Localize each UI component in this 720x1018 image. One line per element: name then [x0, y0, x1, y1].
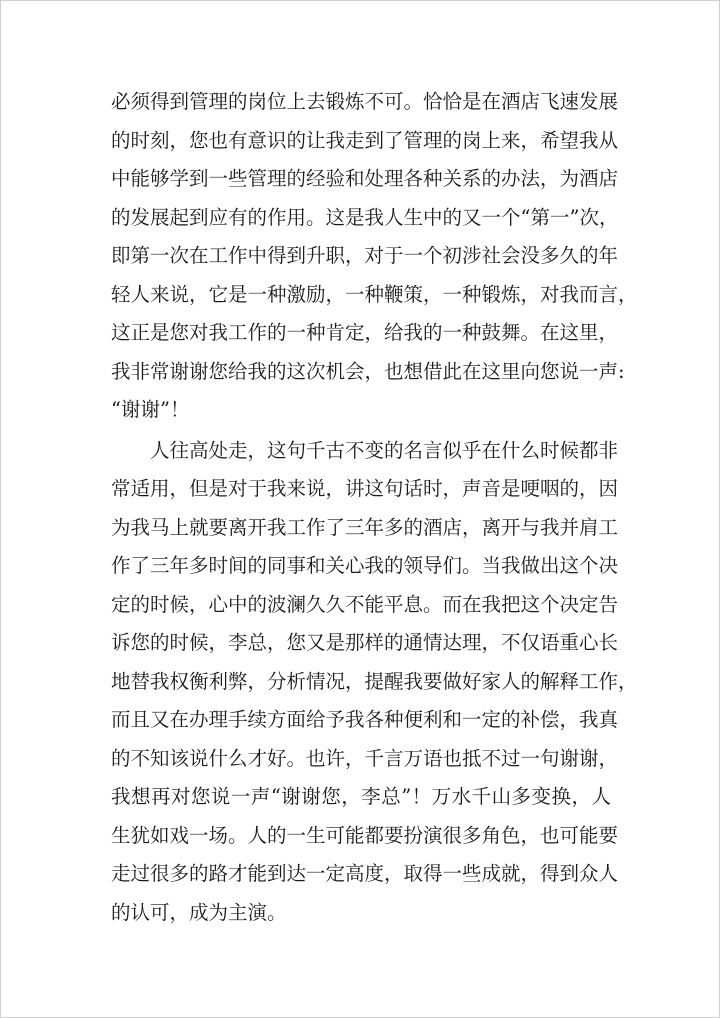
- paragraph-line: 即第一次在工作中得到升职，对于一个初涉社会没多久的年: [111, 244, 619, 267]
- paragraph-line: 定的时候，心中的波澜久久不能平息。而在我把这个决定告: [111, 592, 619, 616]
- paragraph-line: 的不知该说什么才好。也许，千言万语也抵不过一句谢谢，: [111, 746, 619, 770]
- paragraph-line: 常适用，但是对于我来说，讲这句话时，声音是哽咽的，因: [111, 477, 619, 500]
- paragraph-line: 必须得到管理的岗位上去锻炼不可。恰恰是在酒店飞速发展: [111, 90, 619, 113]
- paragraph-line: 轻人来说，它是一种激励，一种鞭策，一种锻炼，对我而言，: [111, 282, 638, 306]
- paragraph-line: 地替我权衡利弊，分析情况，提醒我要做好家人的解释工作，: [111, 669, 638, 693]
- paragraph-line: “谢谢”！: [111, 398, 190, 421]
- paragraph-line: 而且又在办理手续方面给予我各种便利和一定的补偿，我真: [111, 708, 619, 731]
- paragraph-line: 人往高处走，这句千古不变的名言似乎在什么时候都非: [150, 438, 619, 462]
- paragraph-line: 我非常谢谢您给我的这次机会，也想借此在这里向您说一声:: [111, 359, 625, 383]
- paragraph-line: 作了三年多时间的同事和关心我的领导们。当我做出这个决: [111, 554, 619, 577]
- paragraph-2: [111, 432, 638, 933]
- paragraph-line: 为我马上就要离开我工作了三年多的酒店，离开与我并肩工: [111, 515, 619, 539]
- paragraph-line: 诉您的时候，李总，您又是那样的通情达理，不仅语重心长: [111, 631, 619, 654]
- paragraph-1: [111, 83, 638, 430]
- paragraph-line: 的时刻，您也有意识的让我走到了管理的岗上来，希望我从: [111, 128, 619, 152]
- paragraph-line: 这正是您对我工作的一种肯定，给我的一种鼓舞。在这里，: [111, 321, 619, 344]
- paragraph-line: 生犹如戏一场。人的一生可能都要扮演很多角色，也可能要: [111, 823, 619, 847]
- paragraph-line: 中能够学到一些管理的经验和处理各种关系的办法，为酒店: [111, 167, 619, 190]
- paragraph-line: 走过很多的路才能到达一定高度，取得一些成就，得到众人: [111, 862, 619, 885]
- paragraph-line: 我想再对您说一声“谢谢您，李总”！万水千山多变换，人: [111, 785, 611, 808]
- paragraph-line: 的认可，成为主演。: [111, 900, 287, 924]
- body-text: [111, 83, 638, 932]
- paragraph-line: 的发展起到应有的作用。这是我人生中的又一个“第一”次，: [111, 205, 619, 229]
